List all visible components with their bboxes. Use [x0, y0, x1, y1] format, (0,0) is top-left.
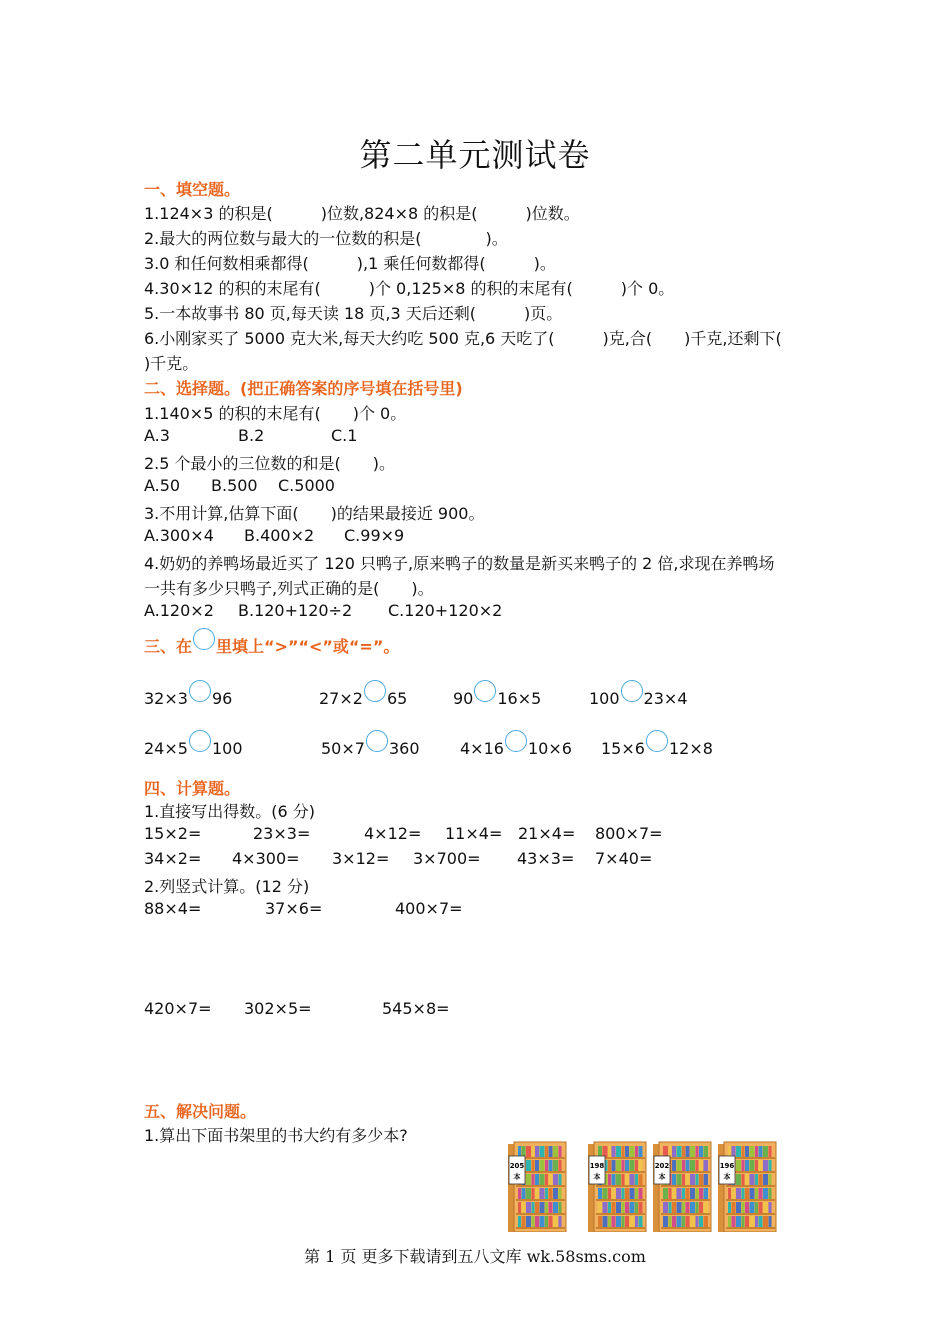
calc-item: 15×2=: [144, 824, 202, 843]
calc-item: 43×3=: [517, 849, 575, 868]
shelf-count-label: 205: [509, 1162, 525, 1170]
bookshelf-3: [653, 1140, 713, 1232]
calc-item: 11×4=: [445, 824, 503, 843]
bookshelf-2: [588, 1140, 648, 1232]
vertical-calc-item: 420×7=: [144, 999, 212, 1018]
s3-heading-prefix: 三、在: [144, 637, 193, 656]
s2-q3-option-a: A.300×4: [144, 526, 214, 545]
calc-item: 21×4=: [518, 824, 576, 843]
compare-circle[interactable]: [505, 730, 527, 752]
compare-circle[interactable]: [364, 680, 386, 702]
compare-circle[interactable]: [189, 730, 211, 752]
s3-r2-item4: 15×6 12×8: [601, 730, 713, 758]
s2-q4-option-c: C.120+120×2: [388, 601, 503, 620]
s2-q1-option-b: B.2: [238, 426, 265, 445]
page-footer: 第 1 页 更多下载请到五八文库 wk.58sms.com: [304, 1247, 646, 1266]
section-4-heading: 四、计算题。: [144, 779, 241, 798]
vertical-calc-item: 37×6=: [265, 899, 323, 918]
s1-q6-line1: 6.小刚家买了 5000 克大米,每天大约吃 500 克,6 天吃了( )克,合( )千克,还剩下(: [144, 329, 782, 348]
s2-q1-option-c: C.1: [331, 426, 358, 445]
compare-circle[interactable]: [621, 680, 643, 702]
s1-q4: 4.30×12 的积的末尾有( )个 0,125×8 的积的末尾有( )个 0。: [144, 279, 675, 298]
s2-q2: 2.5 个最小的三位数的和是( )。: [144, 454, 396, 473]
shelf-unit-label: 本: [593, 1173, 601, 1181]
s1-q5: 5.一本故事书 80 页,每天读 18 页,3 天后还剩( )页。: [144, 304, 563, 323]
shelf-unit-label: 本: [658, 1173, 666, 1181]
bookshelf-1: [508, 1140, 568, 1232]
s3-r1-item4: 100 23×4: [589, 680, 688, 708]
s2-q4-option-b: B.120+120÷2: [238, 601, 353, 620]
s4-sub1: 1.直接写出得数。(6 分): [144, 802, 316, 821]
shelf-unit-label: 本: [513, 1173, 521, 1181]
calc-item: 4×300=: [232, 849, 300, 868]
s3-r2-item2: 50×7 360: [321, 730, 420, 758]
s2-q1-option-a: A.3: [144, 426, 170, 445]
bookshelf-4: [718, 1140, 778, 1232]
s2-q3-option-b: B.400×2: [244, 526, 315, 545]
s3-r2-item3: 4×16 10×6: [460, 730, 572, 758]
shelf-count-label: 202: [654, 1162, 670, 1170]
page-title: 第二单元测试卷: [359, 136, 591, 174]
s2-q3-option-c: C.99×9: [344, 526, 405, 545]
shelf-unit-label: 本: [723, 1173, 731, 1181]
section-1-heading: 一、填空题。: [144, 180, 241, 199]
compare-circle[interactable]: [189, 680, 211, 702]
s1-q6-line2: )千克。: [144, 354, 199, 373]
s3-heading-suffix: 里填上“>”“<”或“=”。: [216, 637, 400, 656]
s2-q2-option-a: A.50: [144, 476, 181, 495]
compare-circle[interactable]: [366, 730, 388, 752]
calc-item: 23×3=: [253, 824, 311, 843]
s2-q3: 3.不用计算,估算下面( )的结果最接近 900。: [144, 504, 485, 523]
shelf-count-label: 198: [589, 1162, 605, 1170]
s1-q3: 3.0 和任何数相乘都得( ),1 乘任何数都得( )。: [144, 254, 556, 273]
s2-q4-option-a: A.120×2: [144, 601, 214, 620]
vertical-calc-item: 302×5=: [244, 999, 312, 1018]
calc-item: 7×40=: [595, 849, 653, 868]
s2-q1: 1.140×5 的积的末尾有( )个 0。: [144, 404, 407, 423]
section-2-heading: 二、选择题。(把正确答案的序号填在括号里): [144, 379, 463, 398]
vertical-calc-item: 88×4=: [144, 899, 202, 918]
shelf-count-label: 196: [719, 1162, 735, 1170]
calc-item: 3×12=: [332, 849, 390, 868]
vertical-calc-item: 400×7=: [395, 899, 463, 918]
s3-r1-item3: 90 16×5: [453, 680, 541, 708]
s2-q4-line2: 一共有多少只鸭子,列式正确的是( )。: [144, 579, 434, 598]
section-5-heading: 五、解决问题。: [144, 1102, 257, 1121]
s4-sub2: 2.列竖式计算。(12 分): [144, 877, 310, 896]
s2-q4-line1: 4.奶奶的养鸭场最近买了 120 只鸭子,原来鸭子的数量是新买来鸭子的 2 倍,求现在养鸭场: [144, 554, 775, 573]
s1-q1: 1.124×3 的积是( )位数,824×8 的积是( )位数。: [144, 204, 580, 223]
calc-item: 4×12=: [364, 824, 422, 843]
calc-item: 800×7=: [595, 824, 663, 843]
compare-circle[interactable]: [474, 680, 496, 702]
s1-q2: 2.最大的两位数与最大的一位数的积是( )。: [144, 229, 508, 248]
section-3-heading: [144, 628, 399, 657]
circle-icon: [193, 628, 215, 650]
calc-item: 34×2=: [144, 849, 202, 868]
s3-r1-item2: 27×2 65: [319, 680, 407, 708]
s3-r1-item1: 32×3 96: [144, 680, 232, 708]
compare-circle[interactable]: [646, 730, 668, 752]
s2-q2-option-c: C.5000: [278, 476, 335, 495]
vertical-calc-item: 545×8=: [382, 999, 450, 1018]
s2-q2-option-b: B.500: [211, 476, 258, 495]
s5-q1: 1.算出下面书架里的书大约有多少本?: [144, 1126, 408, 1145]
calc-item: 3×700=: [413, 849, 481, 868]
s3-r2-item1: 24×5 100: [144, 730, 243, 758]
